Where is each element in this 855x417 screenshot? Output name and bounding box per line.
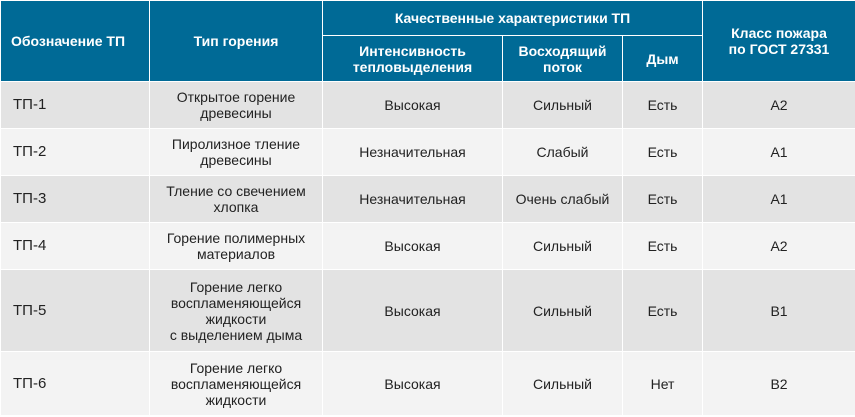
cell-updraft: Сильный	[503, 270, 623, 352]
cell-code: ТП-6	[1, 352, 150, 416]
table-row	[1, 223, 855, 270]
cell-code: ТП-4	[1, 223, 150, 270]
cell-burning-type-line: хлопка	[213, 199, 259, 215]
header-smoke: Дым	[623, 36, 703, 82]
cell-updraft: Сильный	[503, 223, 623, 270]
cell-code: ТП-5	[1, 270, 150, 352]
table-row	[1, 129, 855, 176]
cell-burning-type-line: Горение легко	[189, 359, 283, 376]
cell-burning-type-line: Горение легко	[189, 278, 283, 295]
cell-burning-type-line: Тление со свечением	[166, 183, 306, 199]
cell-smoke: Есть	[623, 176, 703, 223]
table-row	[1, 82, 855, 129]
header-updraft-line1: Восходящий	[518, 42, 607, 59]
header-burning-type: Тип горения	[150, 1, 323, 82]
header-qualitative-group: Качественные характеристики ТП	[323, 1, 703, 36]
cell-smoke: Есть	[623, 129, 703, 176]
cell-updraft: Сильный	[503, 82, 623, 129]
table-row	[1, 270, 855, 352]
cell-burning-type	[150, 82, 323, 129]
cell-burning-type-line: жидкости	[205, 391, 267, 408]
cell-intensity: Высокая	[323, 352, 503, 416]
cell-intensity: Незначительная	[323, 129, 503, 176]
cell-smoke: Есть	[623, 223, 703, 270]
header-updraft	[503, 36, 623, 82]
cell-updraft: Слабый	[503, 129, 623, 176]
cell-fire-class: В2	[703, 352, 855, 416]
cell-burning-type	[150, 129, 323, 176]
cell-burning-type-line: жидкости	[205, 310, 267, 327]
cell-smoke: Есть	[623, 82, 703, 129]
cell-intensity: Высокая	[323, 270, 503, 352]
cell-burning-type-line: с выделением дыма	[169, 326, 303, 343]
cell-smoke: Нет	[623, 352, 703, 416]
cell-smoke: Есть	[623, 270, 703, 352]
cell-burning-type	[150, 176, 323, 223]
header-heat-intensity-line1: Интенсивность	[359, 42, 466, 59]
cell-intensity: Высокая	[323, 223, 503, 270]
cell-burning-type-line: Открытое горение	[176, 89, 296, 105]
cell-intensity: Высокая	[323, 82, 503, 129]
cell-burning-type-line: материалов	[196, 246, 276, 262]
cell-fire-class: А2	[703, 223, 855, 270]
header-fire-class-line2: по ГОСТ 27331	[728, 41, 830, 57]
header-fire-class-line1: Класс пожара	[731, 25, 827, 41]
cell-updraft: Очень слабый	[503, 176, 623, 223]
header-fire-class	[703, 1, 855, 82]
header-heat-intensity	[323, 36, 503, 82]
table-row	[1, 352, 855, 416]
cell-fire-class: А1	[703, 129, 855, 176]
cell-burning-type-line: воспламеняющейся	[170, 375, 302, 392]
cell-burning-type-line: древесины	[200, 152, 272, 168]
cell-updraft: Сильный	[503, 352, 623, 416]
header-designation: Обозначение ТП	[1, 1, 150, 82]
cell-code: ТП-2	[1, 129, 150, 176]
cell-burning-type	[150, 352, 323, 416]
cell-burning-type-line: Горение полимерных	[166, 230, 306, 246]
cell-fire-class: А1	[703, 176, 855, 223]
cell-intensity: Незначительная	[323, 176, 503, 223]
cell-burning-type	[150, 270, 323, 352]
cell-code: ТП-3	[1, 176, 150, 223]
table-row	[1, 176, 855, 223]
cell-fire-class: А2	[703, 82, 855, 129]
header-updraft-line2: поток	[543, 58, 582, 75]
cell-burning-type-line: древесины	[200, 105, 272, 121]
cell-burning-type-line: Пиролизное тление	[171, 136, 301, 152]
cell-burning-type	[150, 223, 323, 270]
cell-burning-type-line: воспламеняющейся	[170, 294, 302, 311]
cell-fire-class: В1	[703, 270, 855, 352]
header-row-top	[1, 1, 855, 36]
cell-code: ТП-1	[1, 82, 150, 129]
header-heat-intensity-line2: тепловыделения	[352, 58, 473, 75]
